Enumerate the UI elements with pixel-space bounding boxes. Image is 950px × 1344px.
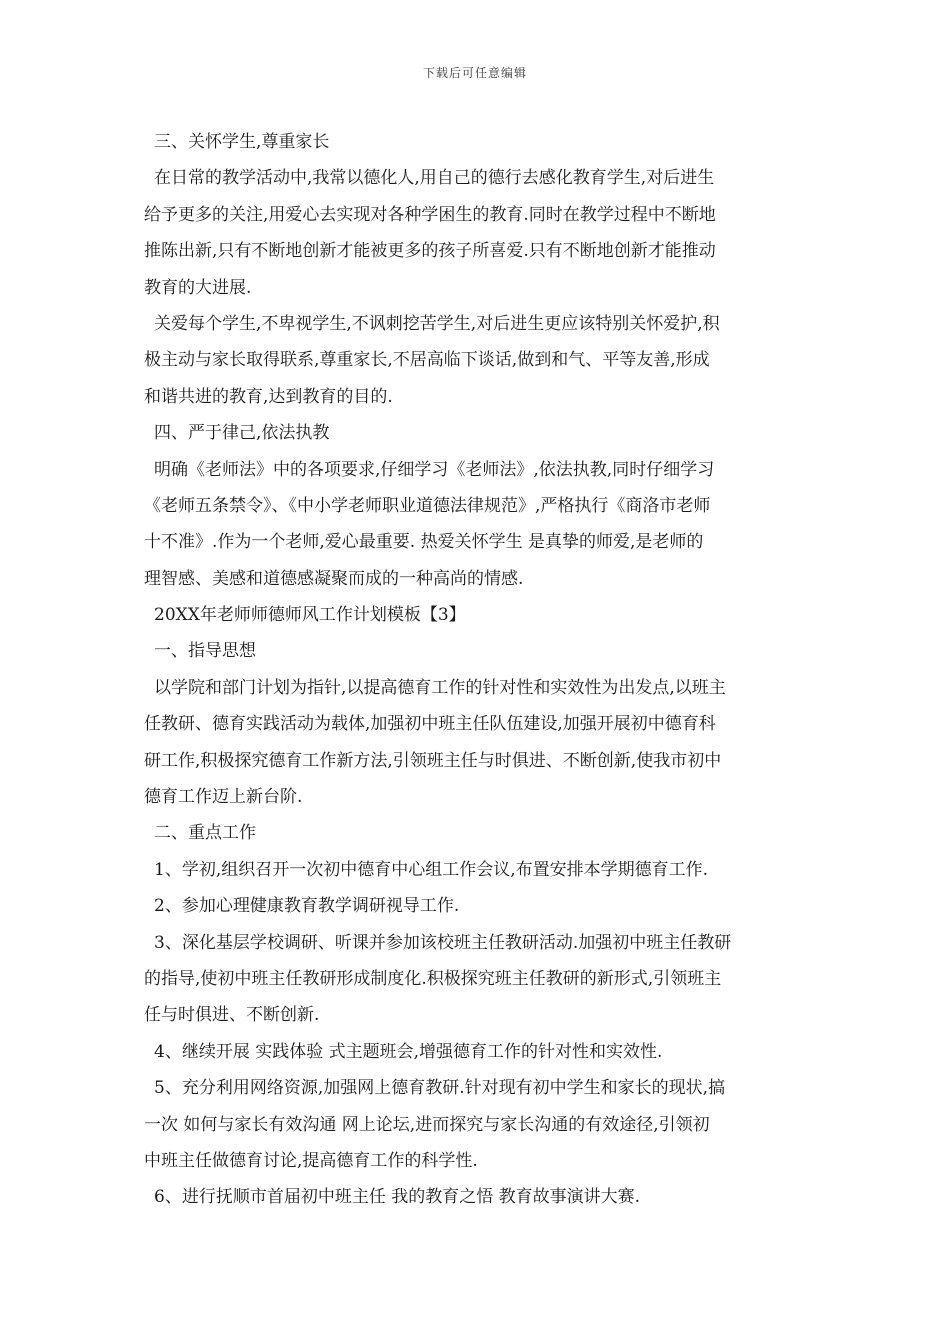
paragraph-line: 中班主任做德育讨论,提高德育工作的科学性. bbox=[144, 1150, 478, 1171]
list-item: 4、继续开展 实践体验 式主题班会,增强德育工作的针对性和实效性. bbox=[154, 1041, 663, 1062]
list-item: 3、深化基层学校调研、听课并参加该校班主任教研活动.加强初中班主任教研 bbox=[154, 932, 732, 953]
list-item: 6、进行抚顺市首届初中班主任 我的教育之悟 教育故事演讲大赛. bbox=[154, 1187, 641, 1208]
paragraph-line: 明确《老师法》中的各项要求,仔细学习《老师法》,依法执教,同时仔细学习 bbox=[154, 459, 715, 480]
document-title: 20XX年老师师德师风工作计划模板【3】 bbox=[154, 605, 466, 626]
paragraph-line: 以学院和部门计划为指针,以提高德育工作的针对性和实效性为出发点,以班主 bbox=[154, 677, 726, 698]
paragraph-line: 任与时俱进、不断创新. bbox=[144, 1005, 320, 1026]
document-body bbox=[144, 124, 806, 1216]
paragraph-line: 理智感、美感和道德感凝聚而成的一种高尚的情感. bbox=[144, 568, 524, 589]
list-item: 2、参加心理健康教育教学调研视导工作. bbox=[154, 896, 460, 917]
paragraph-line: 十不准》.作为一个老师,爱心最重要. 热爱关怀学生 是真挚的师爱,是老师的 bbox=[144, 532, 704, 553]
paragraph-line: 一次 如何与家长有效沟通 网上论坛,进而探究与家长沟通的有效途径,引领初 bbox=[144, 1114, 710, 1135]
paragraph-line: 和谐共进的教育,达到教育的目的. bbox=[144, 386, 393, 407]
list-item: 1、学初,组织召开一次初中德育中心组工作会议,布置安排本学期德育工作. bbox=[154, 859, 709, 880]
section-heading: 三、关怀学生,尊重家长 bbox=[154, 132, 330, 152]
page-header: 下载后可任意编辑 bbox=[422, 66, 527, 80]
list-item: 5、充分利用网络资源,加强网上德育教研.针对现有初中学生和家长的现状,搞 bbox=[154, 1078, 726, 1099]
paragraph-line: 任教研、德育实践活动为载体,加强初中班主任队伍建设,加强开展初中德育科 bbox=[144, 714, 716, 735]
paragraph-line: 教育的大进展. bbox=[144, 277, 252, 298]
paragraph-line: 关爱每个学生,不卑视学生,不讽刺挖苦学生,对后进生更应该特别关怀爱护,积 bbox=[154, 313, 720, 334]
paragraph-line: 《老师五条禁令》、《中小学老师职业道德法律规范》,严格执行《商洛市老师 bbox=[144, 495, 711, 516]
paragraph-line: 给予更多的关注,用爱心去实现对各种学困生的教育.同时在教学过程中不断地 bbox=[144, 204, 716, 225]
paragraph-line: 德育工作迈上新台阶. bbox=[144, 787, 303, 808]
paragraph-line: 推陈出新,只有不断地创新才能被更多的孩子所喜爱.只有不断地创新才能推动 bbox=[144, 241, 716, 262]
paragraph-line: 的指导,使初中班主任教研形成制度化.积极探究班主任教研的新形式,引领班主 bbox=[144, 968, 722, 989]
paragraph-line: 在日常的教学活动中,我常以德化人,用自己的德行去感化教育学生,对后进生 bbox=[154, 168, 715, 189]
paragraph-line: 研工作,积极探究德育工作新方法,引领班主任与时俱进、不断创新,使我市初中 bbox=[144, 750, 722, 771]
section-heading: 一、指导思想 bbox=[154, 641, 256, 662]
section-heading: 二、重点工作 bbox=[154, 823, 256, 844]
paragraph-line: 极主动与家长取得联系,尊重家长,不居高临下谈话,做到和气、平等友善,形成 bbox=[144, 350, 710, 371]
section-heading: 四、严于律己,依法执教 bbox=[154, 423, 330, 444]
